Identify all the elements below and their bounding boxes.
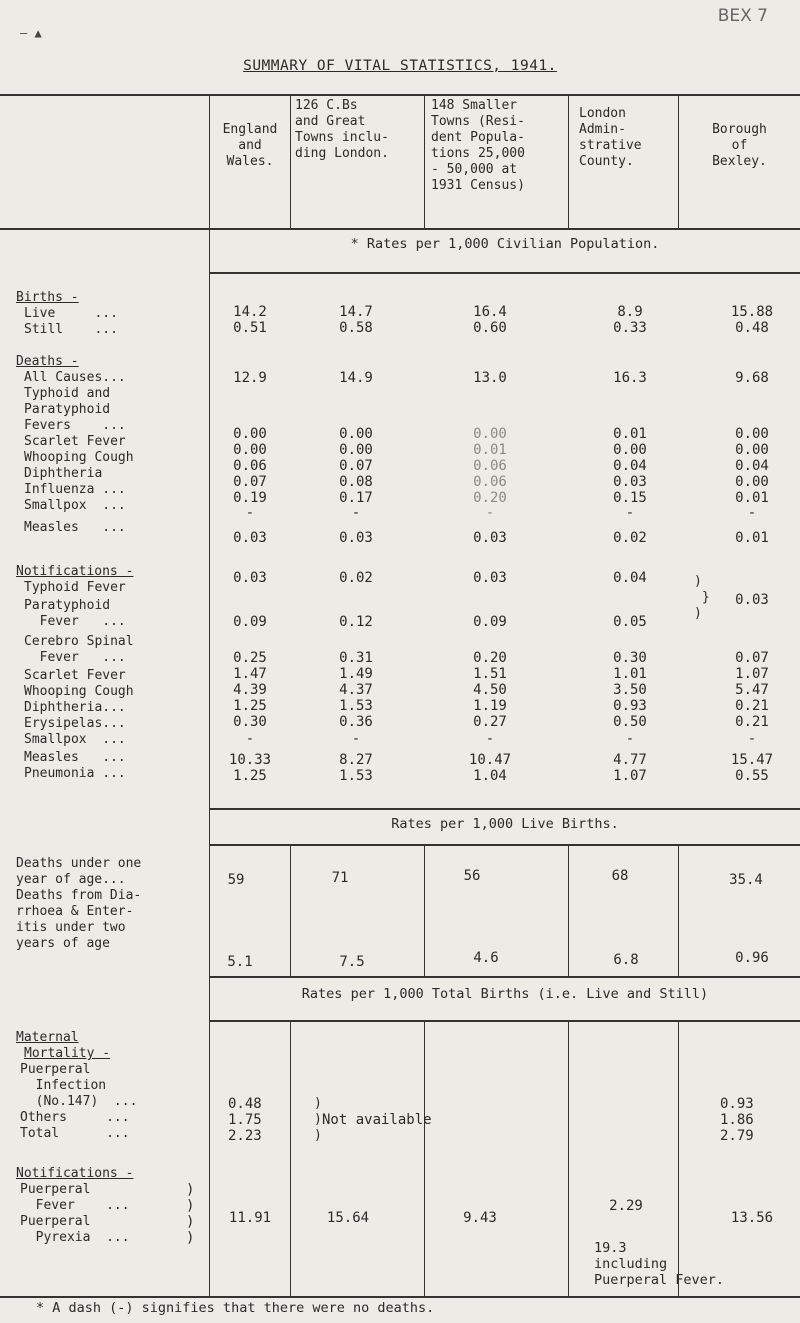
value-cell: 1.07 (613, 768, 647, 784)
value-cell: 0.17 (339, 490, 373, 506)
reference-mark: BEX 7 (717, 6, 768, 26)
col-header-148-towns: 148 Smaller Towns (Resi- dent Popula- tions 25,000 - 50,000 at 1931 Census) (431, 98, 525, 193)
value-cell: 0.00 (233, 442, 267, 458)
value-cell: 0.96 (735, 950, 769, 966)
section-maternal-notifications: Notifications - (16, 1166, 134, 1181)
value-cell: 0.03 (473, 530, 507, 546)
value-cell: 0.03 (233, 570, 267, 586)
value-cell: 0.09 (473, 614, 507, 630)
value-cell: 0.00 (233, 426, 267, 442)
col-divider-1c (290, 1020, 291, 1296)
value-cell: 16.3 (613, 370, 647, 386)
maternal-row-labels: Puerperal Infection (No.147) ... Others ... Total ... (20, 1062, 138, 1141)
value-cell: 12.9 (233, 370, 267, 386)
value-cell: - (625, 505, 635, 521)
section-mortality: Mortality - (24, 1046, 111, 1061)
value-cell: 0.31 (339, 650, 373, 666)
value-cell: 9.68 (735, 370, 769, 386)
value-cell: 68 (611, 868, 629, 884)
row-label-scarlet: Scarlet Fever (24, 434, 126, 449)
section-maternal: Maternal (16, 1030, 79, 1045)
not-available-label: Not available (322, 1112, 432, 1128)
col-divider-3c (568, 1020, 569, 1296)
value-cell: 0.12 (339, 614, 373, 630)
maternal-england-values: 0.48 1.75 2.23 (228, 1096, 262, 1144)
value-cell: 0.01 (613, 426, 647, 442)
typhoid-brace: ) } ) (694, 574, 710, 621)
row-label-still: Still ... (24, 322, 118, 337)
col-divider-3b (568, 844, 569, 976)
value-cell: 0.01 (735, 490, 769, 506)
row-label-n-whooping: Whooping Cough (24, 684, 134, 699)
value-cell: 0.33 (613, 320, 647, 336)
rule-band1 (210, 272, 800, 274)
value-cell: 0.03 (339, 530, 373, 546)
value-cell: 7.5 (339, 954, 365, 970)
value-cell: - (351, 505, 361, 521)
value-cell: 0.15 (613, 490, 647, 506)
value-cell: 1.53 (339, 698, 373, 714)
value-cell: 0.01 (473, 442, 507, 458)
value-cell: 1.49 (339, 666, 373, 682)
value-cell: 1.19 (473, 698, 507, 714)
value-cell: 0.25 (233, 650, 267, 666)
value-cell: 0.06 (473, 458, 507, 474)
value-cell: 6.8 (613, 952, 639, 968)
row-label-live: Live ... (24, 306, 118, 321)
value-cell: 0.06 (473, 474, 507, 490)
row-label-influenza: Influenza ... (24, 482, 126, 497)
value-cell: 0.27 (473, 714, 507, 730)
value-cell: 1.53 (339, 768, 373, 784)
band-civilian: * Rates per 1,000 Civilian Population. (350, 236, 660, 252)
value-cell: 15.64 (326, 1210, 370, 1226)
value-cell: 4.39 (233, 682, 267, 698)
value-cell: 3.50 (613, 682, 647, 698)
row-label-n-typhoid: Typhoid Fever (24, 580, 126, 595)
value-cell: 1.07 (735, 666, 769, 682)
value-cell: 14.7 (339, 304, 373, 320)
row-label-whooping: Whooping Cough (24, 450, 134, 465)
row-label-n-paratyphoid: Paratyphoid Fever ... (24, 598, 126, 629)
col-divider-1b (290, 844, 291, 976)
value-cell: 0.02 (339, 570, 373, 586)
section-notifications: Notifications - (16, 564, 134, 579)
section-deaths: Deaths - (16, 354, 79, 369)
value-cell: 10.33 (228, 752, 272, 768)
maternal-bexley-values: 0.93 1.86 2.79 (720, 1096, 754, 1144)
value-cell: 0.07 (735, 650, 769, 666)
value-cell: 0.21 (735, 698, 769, 714)
value-cell: 16.4 (473, 304, 507, 320)
value-cell: 14.2 (233, 304, 267, 320)
value-cell: 8.9 (617, 304, 643, 320)
value-cell: 0.51 (233, 320, 267, 336)
row-label-n-erysipelas: Erysipelas... (24, 716, 126, 731)
value-cell: 0.20 (473, 650, 507, 666)
value-cell: 0.60 (473, 320, 507, 336)
value-cell: - (351, 731, 361, 747)
value-cell: 1.25 (233, 768, 267, 784)
col-header-bexley: Borough of Bexley. (712, 122, 767, 169)
value-cell: 0.04 (613, 570, 647, 586)
value-cell: - (245, 505, 255, 521)
value-cell: 1.25 (233, 698, 267, 714)
value-cell: 59 (227, 872, 245, 888)
value-cell: 35.4 (729, 872, 763, 888)
row-label-all-causes: All Causes... (24, 370, 126, 385)
value-cell: 4.37 (339, 682, 373, 698)
value-cell: 2.29 (609, 1198, 643, 1214)
value-cell: 0.02 (613, 530, 647, 546)
rule-header-bottom (0, 228, 800, 230)
col-divider-2b (424, 844, 425, 976)
row-label-typhoid: Typhoid and Paratyphoid Fevers ... (24, 386, 126, 433)
value-cell: - (747, 505, 757, 521)
band-live-births: Rates per 1,000 Live Births. (391, 816, 619, 832)
col-header-126-towns: 126 C.Bs and Great Towns inclu- ding London. (295, 98, 389, 161)
row-label-diarrhoea: Deaths from Dia- rrhoea & Enter- itis under two years of age (16, 888, 142, 951)
value-cell: 0.03 (613, 474, 647, 490)
value-cell: 71 (331, 870, 349, 886)
value-cell: 1.04 (473, 768, 507, 784)
rule-band2-bottom (210, 844, 800, 846)
value-cell: 5.1 (227, 954, 253, 970)
value-cell: 0.00 (473, 426, 507, 442)
value-cell: 0.04 (735, 458, 769, 474)
value-cell: 0.00 (735, 474, 769, 490)
notif-brace: ) ) ) ) (186, 1182, 195, 1246)
value-cell: 0.07 (339, 458, 373, 474)
corner-marks: — ▲ (20, 26, 42, 40)
row-label-n-smallpox: Smallpox ... (24, 732, 126, 747)
value-cell: 13.0 (473, 370, 507, 386)
value-cell: 8.27 (339, 752, 373, 768)
col-divider-4b (678, 844, 679, 976)
rule-top (0, 94, 800, 96)
value-cell: 0.00 (339, 426, 373, 442)
row-label-n-measles: Measles ... (24, 750, 126, 765)
value-cell: 0.30 (233, 714, 267, 730)
value-cell: 1.47 (233, 666, 267, 682)
value-cell: 0.04 (613, 458, 647, 474)
rule-bottom (0, 1296, 800, 1298)
value-cell: 0.55 (735, 768, 769, 784)
value-cell: 4.77 (613, 752, 647, 768)
value-cell: 0.48 (735, 320, 769, 336)
value-cell: 0.03 (473, 570, 507, 586)
value-cell: 10.47 (468, 752, 512, 768)
value-cell: 0.03 (233, 530, 267, 546)
value-cell: - (747, 731, 757, 747)
value-cell: 5.47 (735, 682, 769, 698)
maternal-notif-labels: Puerperal Fever ... Puerperal Pyrexia ... (20, 1182, 130, 1245)
value-cell: 0.08 (339, 474, 373, 490)
value-cell: 0.58 (339, 320, 373, 336)
value-cell: - (625, 731, 635, 747)
col-header-england: England and Wales. (222, 122, 278, 169)
value-cell: 0.93 (613, 698, 647, 714)
value-cell: 0.30 (613, 650, 647, 666)
value-cell: 0.50 (613, 714, 647, 730)
row-label-measles: Measles ... (24, 520, 126, 535)
row-label-n-cerebro: Cerebro Spinal Fever ... (24, 634, 134, 665)
value-cell: 14.9 (339, 370, 373, 386)
value-cell: 0.00 (735, 426, 769, 442)
col-divider-2c (424, 1020, 425, 1296)
value-cell: 1.01 (613, 666, 647, 682)
section-births: Births - (16, 290, 79, 305)
value-cell: 0.36 (339, 714, 373, 730)
row-label-n-diphtheria: Diphtheria... (24, 700, 126, 715)
value-cell: 0.00 (735, 442, 769, 458)
value-cell: 11.91 (228, 1210, 272, 1226)
row-label-n-pneumonia: Pneumonia ... (24, 766, 126, 781)
london-note: 19.3 including Puerperal Fever. (594, 1240, 725, 1288)
value-cell: 9.43 (463, 1210, 497, 1226)
rule-band3-top (210, 976, 800, 978)
value-cell: 15.47 (730, 752, 774, 768)
value-cell: 0.00 (339, 442, 373, 458)
value-cell: 1.51 (473, 666, 507, 682)
value-cell: - (485, 505, 495, 521)
col-header-london: London Admin- strative County. (579, 106, 642, 169)
value-cell: 0.09 (233, 614, 267, 630)
rule-band2-top (210, 808, 800, 810)
value-cell: 4.6 (473, 950, 499, 966)
value-cell: - (245, 731, 255, 747)
row-label-infant-deaths: Deaths under one year of age... (16, 856, 142, 887)
value-cell: 56 (463, 868, 481, 884)
band-total-births: Rates per 1,000 Total Births (i.e. Live and Still) (301, 986, 709, 1002)
value-cell: 13.56 (730, 1210, 774, 1226)
page-title: SUMMARY OF VITAL STATISTICS, 1941. (243, 58, 557, 74)
value-cell: 0.00 (613, 442, 647, 458)
row-label-diphtheria: Diphtheria (24, 466, 103, 481)
value-cell: 0.19 (233, 490, 267, 506)
value-cell: 0.01 (735, 530, 769, 546)
value-cell: 0.06 (233, 458, 267, 474)
row-label-n-scarlet: Scarlet Fever (24, 668, 126, 683)
value-cell: 0.03 (735, 592, 769, 608)
value-cell: 0.05 (613, 614, 647, 630)
footnote: * A dash (-) signifies that there were no deaths. (36, 1300, 435, 1316)
value-cell: 15.88 (730, 304, 774, 320)
value-cell: 4.50 (473, 682, 507, 698)
value-cell: 0.20 (473, 490, 507, 506)
value-cell: 0.21 (735, 714, 769, 730)
value-cell: 0.07 (233, 474, 267, 490)
row-label-smallpox: Smallpox ... (24, 498, 126, 513)
not-available-brace: ) ) ) (314, 1096, 322, 1143)
value-cell: - (485, 731, 495, 747)
rule-band3-bottom (210, 1020, 800, 1022)
